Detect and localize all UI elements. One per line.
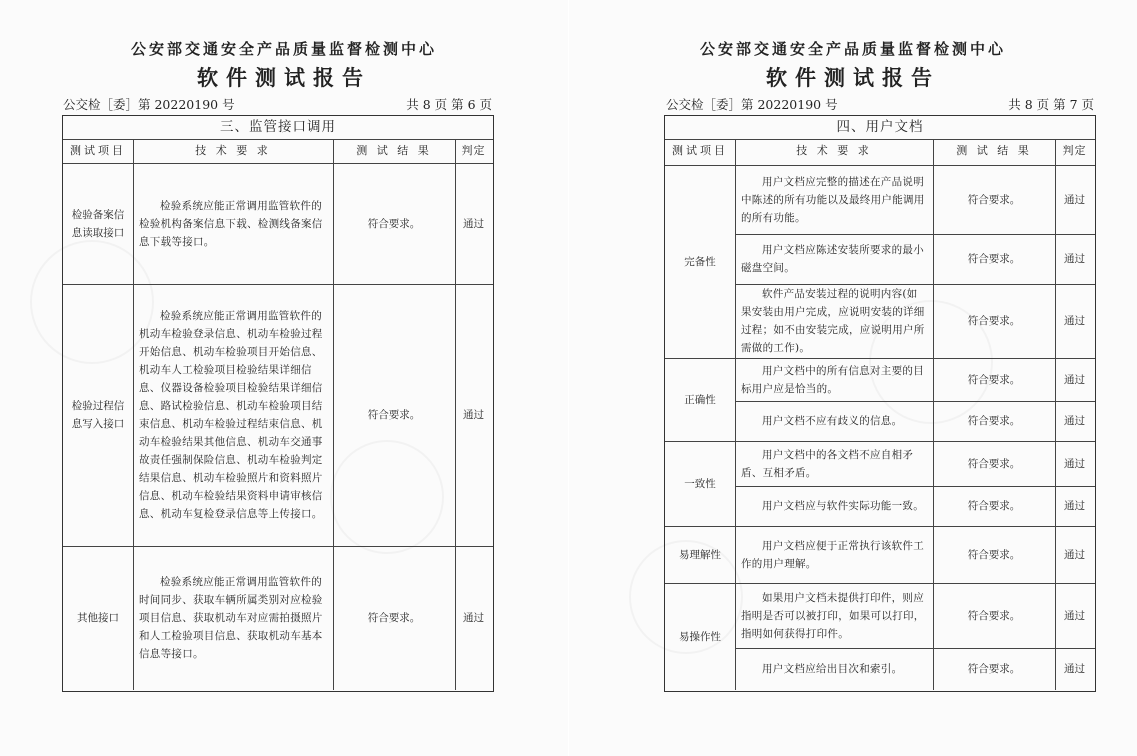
org-name: 公安部交通安全产品质量监督检测中心	[699, 40, 1006, 58]
test-result: 符合要求。	[367, 409, 421, 421]
test-item: 正确性	[684, 393, 716, 406]
requirement-text: 用户文档不应有歧义的信息。	[762, 415, 903, 427]
test-result: 符合要求。	[967, 663, 1021, 675]
report-title: 软件测试报告	[766, 65, 940, 90]
test-item: 检验备案信息读取接口	[71, 208, 125, 239]
verdict: 通过	[1064, 315, 1085, 327]
header-item: 测试项目	[70, 144, 126, 157]
test-result: 符合要求。	[967, 253, 1021, 265]
verdict: 通过	[463, 612, 484, 624]
verdict: 通过	[1064, 415, 1085, 427]
report-title: 软件测试报告	[197, 65, 371, 90]
test-item: 其他接口	[77, 612, 119, 624]
test-result: 符合要求。	[967, 609, 1021, 622]
requirement-text: 用户文档应完整的描述在产品说明中陈述的所有功能以及最终用户能调用的所有功能。	[741, 175, 925, 224]
page-info: 共 8 页 第 6 页	[406, 97, 492, 112]
requirement-text: 检验系统应能正常调用监管软件的时间同步、获取车辆所属类别对应检验项目信息、获取机动车对应需拍摄照片和人工检验项目信息、获取机动车基本信息等接口。	[139, 576, 323, 660]
requirement-text: 检验系统应能正常调用监管软件的机动车检验登录信息、机动车检验过程开始信息、机动车检验项目开始信息、机动车人工检验项目检验结果详细信息、仪器设备检验项目检验结果详细信息、路试检验信息、机动车检验项目结束信息、机动车检验过程结束信息、机动车检验结果其他信息、机动车交通事故责任强制保险信息、机动车检验判定结果信息、机动车检验照片和资料照片信息、机动车检验结果资料申请审核信息、机动车复检登录信息等上传接口。	[139, 310, 323, 520]
header-item: 测试项目	[672, 144, 728, 157]
verdict: 通过	[1064, 548, 1085, 561]
requirement-text: 用户文档应给出目次和索引。	[762, 663, 903, 675]
section-title: 四、用户文档	[665, 116, 1095, 140]
test-item: 易操作性	[679, 630, 721, 643]
requirement-text: 用户文档应陈述安装所要求的最小磁盘空间。	[741, 244, 924, 274]
test-item: 完备性	[684, 255, 716, 268]
header-requirement: 技 术 要 求	[796, 144, 872, 157]
verdict: 通过	[1064, 193, 1085, 206]
header-result: 测 试 结 果	[356, 144, 432, 157]
requirement-text: 用户文档中的各文档不应自相矛盾、互相矛盾。	[741, 448, 914, 479]
report-page-6	[0, 0, 568, 756]
test-result: 符合要求。	[367, 217, 421, 230]
test-item: 易理解性	[679, 548, 721, 561]
section-title: 三、监管接口调用	[63, 116, 493, 140]
report-number: 公交检［委］第 20220190 号	[666, 97, 838, 112]
report-number: 公交检［委］第 20220190 号	[63, 97, 235, 112]
header-verdict: 判定	[1062, 144, 1087, 157]
report-page-7	[569, 0, 1137, 756]
requirement-text: 如果用户文档未提供打印件，则应指明是否可以被打印，如果可以打印，指明如何获得打印件。	[741, 591, 925, 640]
test-result: 符合要求。	[967, 415, 1021, 427]
page-info: 共 8 页 第 7 页	[1008, 97, 1094, 112]
header-result: 测 试 结 果	[956, 144, 1032, 157]
test-result: 符合要求。	[367, 612, 421, 624]
test-result: 符合要求。	[967, 500, 1021, 512]
verdict: 通过	[1064, 500, 1085, 512]
test-result: 符合要求。	[967, 193, 1021, 206]
test-table	[664, 115, 1096, 692]
requirement-text: 软件产品安装过程的说明内容(如果安装由用户完成，应说明安装的详细过程；如不由安装完成，应说明用户所需做的工作)。	[741, 288, 925, 354]
header-requirement: 技 术 要 求	[195, 144, 271, 157]
org-name: 公安部交通安全产品质量监督检测中心	[130, 40, 437, 58]
verdict: 通过	[1064, 373, 1085, 386]
requirement-text: 用户文档中的所有信息对主要的目标用户应是恰当的。	[741, 364, 924, 395]
test-item: 检验过程信息写入接口	[71, 400, 125, 430]
header-verdict: 判定	[461, 144, 486, 157]
verdict: 通过	[1064, 253, 1085, 265]
requirement-text: 用户文档应便于正常执行该软件工作的用户理解。	[741, 539, 924, 570]
test-result: 符合要求。	[967, 373, 1021, 386]
verdict: 通过	[463, 409, 484, 421]
test-result: 符合要求。	[967, 315, 1021, 327]
requirement-text: 用户文档应与软件实际功能一致。	[762, 500, 924, 512]
test-result: 符合要求。	[967, 548, 1021, 561]
verdict: 通过	[1064, 663, 1085, 675]
requirement-text: 检验系统应能正常调用监管软件的检验机构备案信息下载、检测线备案信息下载等接口。	[139, 199, 323, 248]
verdict: 通过	[1064, 609, 1085, 622]
verdict: 通过	[1064, 457, 1085, 470]
test-result: 符合要求。	[967, 457, 1021, 470]
verdict: 通过	[463, 217, 484, 230]
test-table	[62, 115, 494, 692]
test-item: 一致性	[684, 477, 716, 490]
